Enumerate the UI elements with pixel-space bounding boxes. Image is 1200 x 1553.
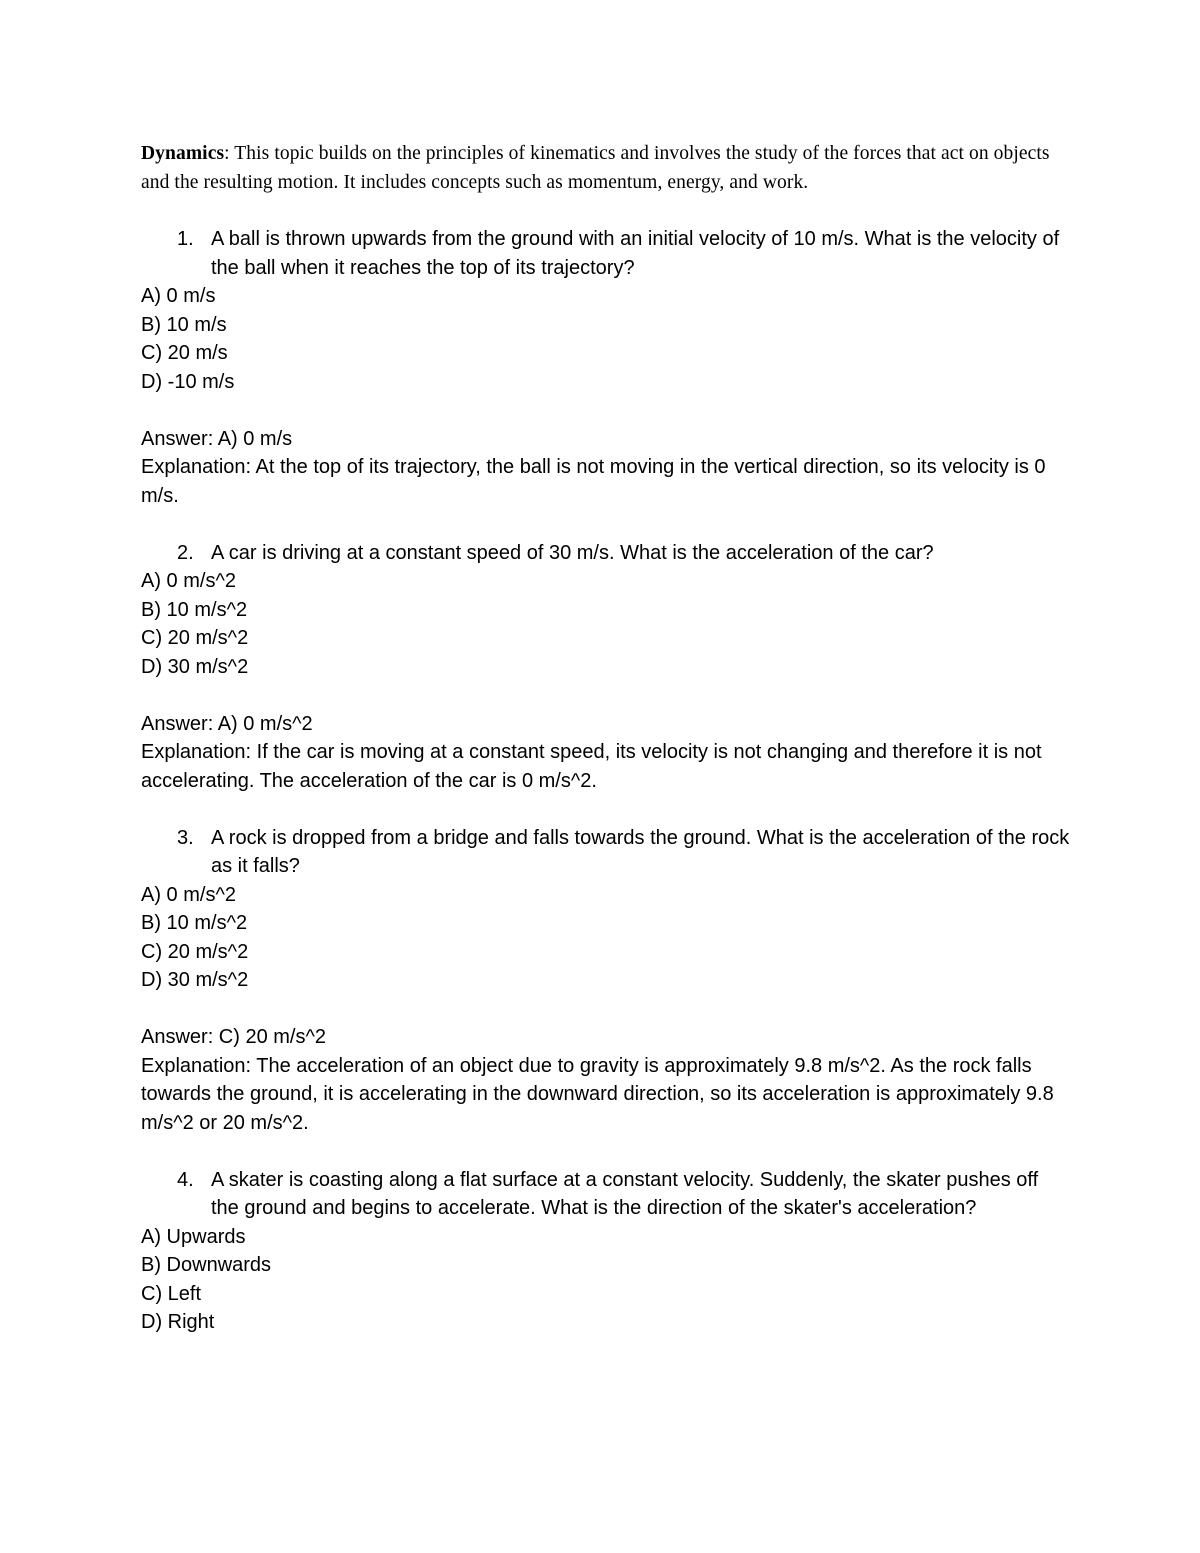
option-a: A) Upwards: [141, 1225, 246, 1248]
question-number: 2.: [177, 541, 194, 564]
document-page: [141, 139, 1071, 1337]
option-c: C) 20 m/s: [141, 342, 228, 364]
explanation: Explanation: If the car is moving at a constant speed, its velocity is not changing and therefore it is not accelerating. The acceleration of the car is 0 m/s^2.: [141, 741, 1042, 792]
option-b: B) 10 m/s^2: [141, 598, 248, 621]
intro-paragraph: [141, 139, 1071, 197]
intro-text: : This topic builds on the principles of kinematics and involves the study of the forces that act on objects and the resulting motion. It includes concepts such as momentum, energy, and work.: [141, 143, 1050, 193]
question-block-2: [141, 539, 1071, 824]
topic-title: Dynamics: [141, 143, 225, 164]
explanation: Explanation: At the top of its trajectory, the ball is not moving in the vertical direction, so its velocity is 0 m/s.: [141, 456, 1046, 507]
option-a: A) 0 m/s^2: [141, 883, 236, 906]
question-block-3: [141, 824, 1071, 1166]
option-c: C) 20 m/s^2: [141, 627, 249, 649]
option-d: D) 30 m/s^2: [141, 655, 249, 678]
option-b: B) 10 m/s^2: [141, 912, 248, 934]
question-4: [141, 1166, 1071, 1223]
explanation: Explanation: The acceleration of an object due to gravity is approximately 9.8 m/s^2. As the rock falls towards the ground, it is accelerating in the downward direction, so its acceleration is approximately 9.8 m/s^2 or 20 m/s^2.: [141, 1054, 1054, 1134]
question-number: 4.: [177, 1168, 194, 1191]
question-number: 1.: [177, 228, 194, 250]
question-2: [141, 539, 1071, 568]
option-d: D) 30 m/s^2: [141, 969, 249, 991]
question-text: A skater is coasting along a flat surface at a constant velocity. Suddenly, the skater pushes off the ground and begins to accelerate. What is the direction of the skater's acceleration?: [211, 1168, 1039, 1219]
option-c: C) 20 m/s^2: [141, 940, 249, 963]
question-1: [141, 225, 1071, 282]
option-b: B) 10 m/s: [141, 313, 227, 336]
option-a: A) 0 m/s: [141, 285, 216, 307]
question-text: A ball is thrown upwards from the ground with an initial velocity of 10 m/s. What is the velocity of the ball when it reaches the top of its trajectory?: [211, 228, 1060, 279]
question-3: [141, 824, 1071, 881]
option-c: C) Left: [141, 1282, 202, 1305]
question-number: 3.: [177, 826, 194, 849]
option-a: A) 0 m/s^2: [141, 570, 236, 592]
answer: Answer: A) 0 m/s^2: [141, 712, 313, 735]
question-text: A car is driving at a constant speed of 30 m/s. What is the acceleration of the car?: [211, 541, 934, 564]
option-d: D) Right: [141, 1311, 215, 1333]
question-block-1: [141, 225, 1071, 539]
option-b: B) Downwards: [141, 1254, 272, 1276]
answer: Answer: C) 20 m/s^2: [141, 1026, 326, 1048]
question-block-4: [141, 1166, 1071, 1337]
answer: Answer: A) 0 m/s: [141, 427, 293, 450]
option-d: D) -10 m/s: [141, 370, 235, 393]
question-text: A rock is dropped from a bridge and falls towards the ground. What is the acceleration of the rock as it falls?: [211, 826, 1070, 877]
